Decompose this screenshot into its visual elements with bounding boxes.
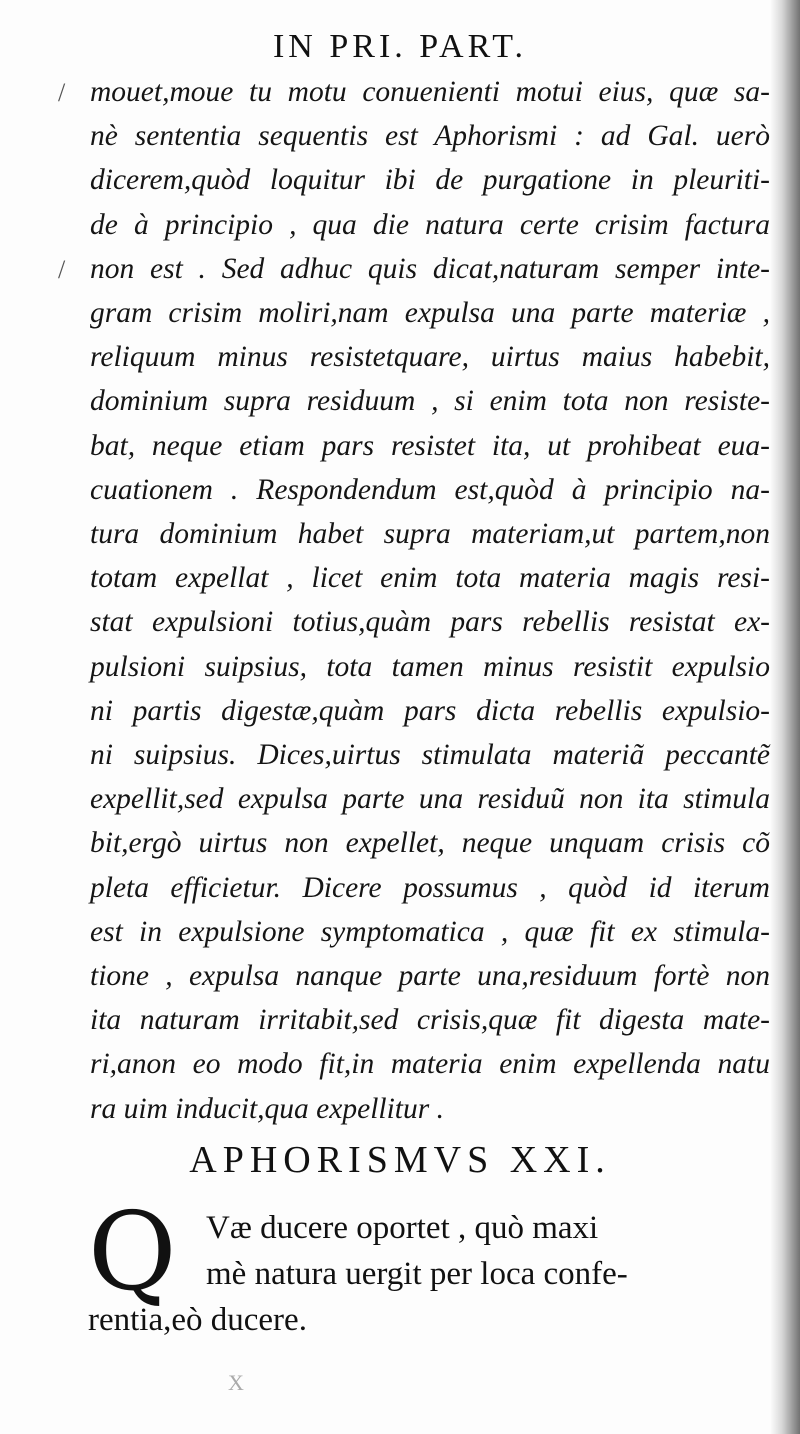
text-line: ri,anon eo modo fit,in materia enim expellenda natu <box>90 1048 770 1081</box>
section-heading: APHORISMVS XXI. <box>189 1139 611 1181</box>
binding-shadow <box>770 0 800 1434</box>
margin-mark: / <box>58 78 66 107</box>
text-line: ni suipsius. Dices,uirtus stimulata materiã peccantẽ <box>90 739 770 772</box>
text-line: mouet,moue tu motu conuenienti motui eius, quæ sa- <box>90 76 770 108</box>
text-line: pulsioni suipsius, tota tamen minus resistit expulsio <box>90 650 770 683</box>
text-line: est in expulsione symptomatica , quæ fit ex stimula- <box>90 915 770 948</box>
text-line: stat expulsioni totius,quàm pars rebellis resistat ex- <box>90 606 770 639</box>
text-line: expellit,sed expulsa parte una residuũ non ita stimula <box>90 783 770 816</box>
text-line: tione , expulsa nanque parte una,residuum fortè non <box>90 960 770 993</box>
text-line: bat, neque etiam pars resistet ita, ut prohibeat eua- <box>90 429 770 462</box>
aphorism-text <box>88 1190 768 1343</box>
text-line: dicerem,quòd loquitur ibi de purgatione in pleuriti- <box>90 164 770 197</box>
running-head: IN PRI. PART. <box>272 28 527 65</box>
margin-mark: / <box>58 255 66 284</box>
text-line: tura dominium habet supra materiam,ut partem,non <box>90 518 770 551</box>
aphorism-line: rentia,eò ducere. <box>88 1302 307 1338</box>
text-line: gram crisim moliri,nam expulsa una parte materiæ , <box>90 297 770 330</box>
body-text <box>90 70 770 1131</box>
drop-cap: Q <box>88 1190 177 1315</box>
page-foot-mark: X <box>228 1370 244 1395</box>
text-line: reliquum minus resistetquare, uirtus maius habebit, <box>90 341 770 374</box>
text-line: ni partis digestæ,quàm pars dicta rebellis expulsio- <box>90 694 770 727</box>
text-line: dominium supra residuum , si enim tota non resiste- <box>90 385 770 418</box>
text-line: non est . Sed adhuc quis dicat,naturam semper inte- <box>90 252 770 285</box>
text-line: ra uim inducit,qua expellitur . <box>90 1092 444 1125</box>
aphorism-line: Væ ducere oportet , quò maxi <box>206 1210 599 1246</box>
text-line: totam expellat , licet enim tota materia magis resi- <box>90 562 770 595</box>
text-line: de à principio , qua die natura certe crisim factura <box>90 208 770 241</box>
aphorism-line: mè natura uergit per loca confe- <box>206 1256 628 1292</box>
text-line: bit,ergò uirtus non expellet, neque unquam crisis cõ <box>90 827 770 860</box>
text-line: nè sententia sequentis est Aphorismi : ad Gal. uerò <box>90 120 770 153</box>
text-line: pleta efficietur. Dicere possumus , quòd id iterum <box>90 871 770 904</box>
text-line: cuationem . Respondendum est,quòd à principio na- <box>90 473 770 506</box>
text-line: ita naturam irritabit,sed crisis,quæ fit digesta mate- <box>90 1004 770 1037</box>
